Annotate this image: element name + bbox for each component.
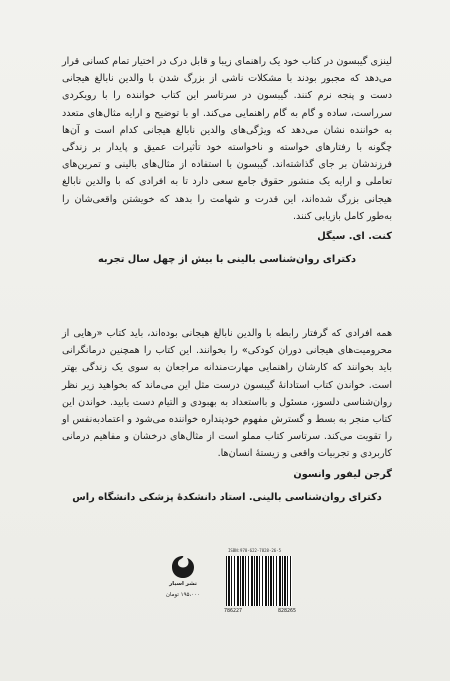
barcode-area <box>150 548 300 626</box>
barcode-image <box>226 556 292 606</box>
isbn-text: ISBN:978-622-7828-26-5 <box>228 548 281 553</box>
endorsement-1-credential: دکترای روان‌شناسی بالینی با بیش از چهل سال تجربه <box>97 254 357 266</box>
publisher-logo-icon <box>170 554 196 580</box>
endorsement-2 <box>62 325 392 506</box>
publisher-logo <box>162 554 204 587</box>
endorsement-1-author: کنت. ای. سیگل <box>317 231 392 243</box>
endorsement-2-author: گرجن لیفور وانسون <box>293 468 392 480</box>
barcode-number-right: 828265 <box>277 608 296 614</box>
barcode-numbers <box>224 608 296 614</box>
endorsement-2-credential: دکترای روان‌شناسی بالینی. استاد دانشکدهٔ پزشکی دانشگاه راس <box>72 491 382 503</box>
barcode-number-left: 786227 <box>224 608 243 614</box>
price-label: ۱۹۵،۰۰۰ تومان <box>165 592 201 598</box>
publisher-name: نشر اسبار <box>169 581 197 587</box>
endorsement-2-text: همه افرادی که گرفتار رابطه با والدین نابالغ هیجانی بوده‌اند، باید کتاب «رهایی از محرومیت‌های هیجانی دوران کودکی» را بخوانند. این کتاب را همچنین درمانگرانی باید بخوانند که کارشان راهنمایی مهارت‌مندانه مراجعان به سوی یک زندگی بهتر است. خواندن کتاب استادانهٔ گیبسون درست مثل این می‌ماند که بخواهید زیر نظر روان‌شناسی دلسوز، مسئول و بااستعداد به بهبودی و التیام دست یابید. خواندن این کتاب منجر به بسط و گسترش مفهوم خودپنداره خواننده می‌شود و اعتماد‌به‌نفس او را تقویت می‌کند. سرتاسر کتاب مملو است از مثال‌های درخشان و مفاهیم درمانی کاربردی و تجربیات واقعی و زیستهٔ انسان‌ها. <box>62 328 392 460</box>
endorsement-1-text: لینزی گیبسون در کتاب خود یک راهنمای زیبا و قابل درک در اختیار تمام کسانی قرار می‌دهد که مجبور بودند با مشکلات ناشی از بزرگ شدن با والدین نابالغ هیجانی دست و پنجه نرم کنند. گیبسون در سرتاسر این کتاب خواننده را با رویکردی سرراست، ساده و گام به گام راهنمایی می‌کند. او با توضیح و ارایه مثال‌های متعدد به خواننده نشان می‌دهد که ویژگی‌های والدین نابالغ هیجانی کدام است و آن‌ها چگونه با رفتارهای خواسته و ناخواسته خود تأثیرات عمیق و پایدار بر زندگی فرزندشان بر جای گذاشته‌اند. گیبسون با استفاده از مثال‌های بالینی و تمرین‌های تعاملی و ارایه یک منشور حقوق جامع سعی دارد تا به افرادی که با والدین نابالغ هیجانی بزرگ شده‌اند، این قدرت و شهامت را بدهد که خویشتن واقعی‌شان را به‌طور کامل بازیابی کنند. <box>62 56 392 222</box>
endorsement-1 <box>62 53 392 268</box>
